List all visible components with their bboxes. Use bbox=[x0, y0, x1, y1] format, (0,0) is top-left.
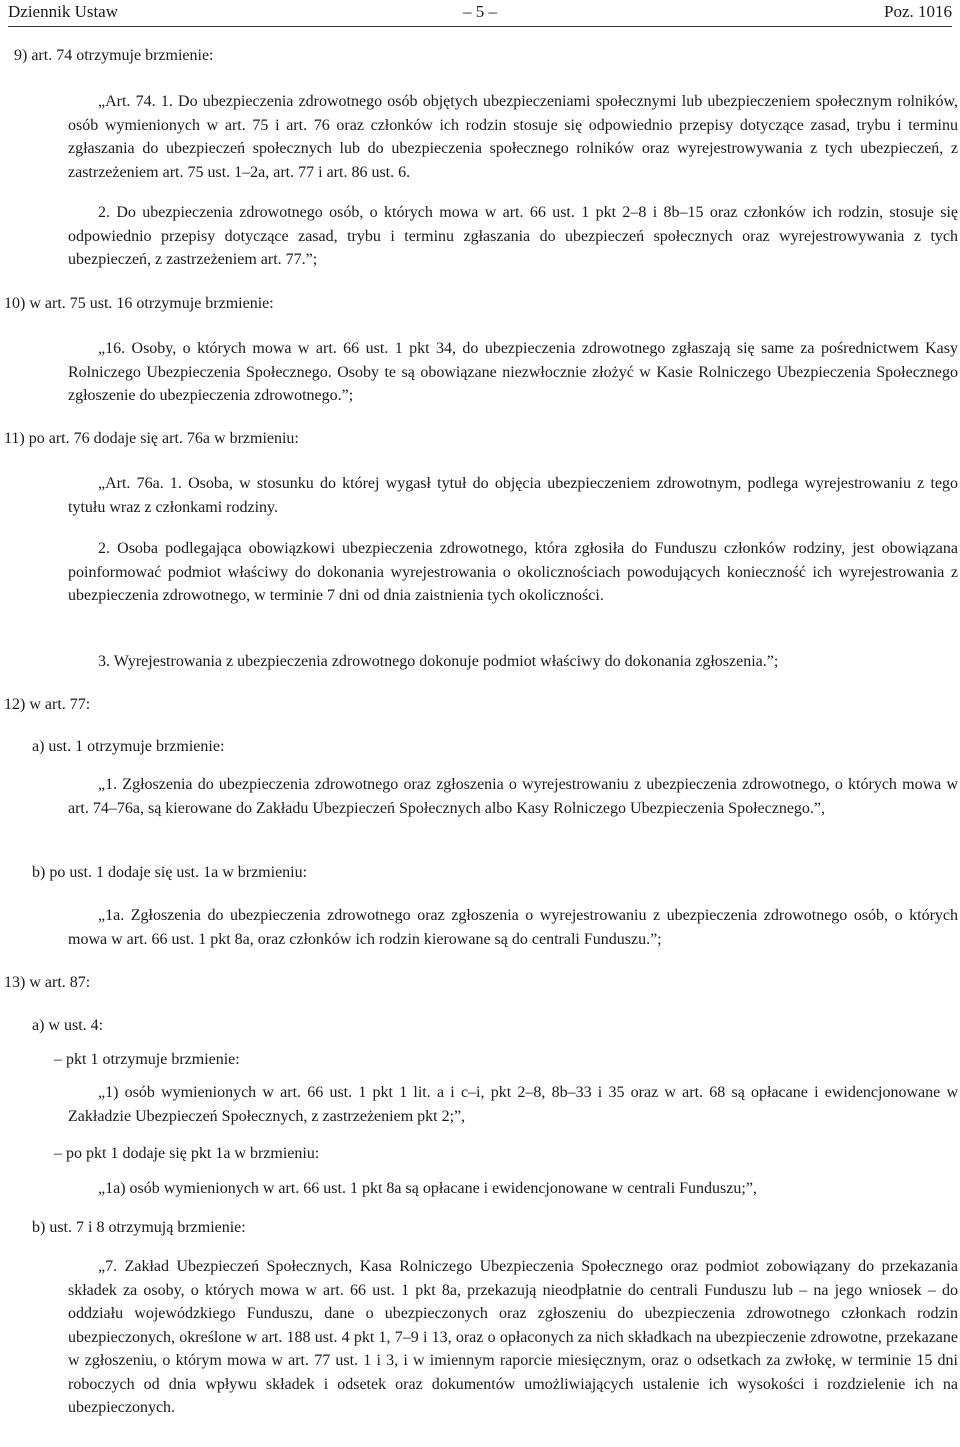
item-10-heading: 10) w art. 75 ust. 16 otrzymuje brzmienie: bbox=[4, 295, 274, 312]
page-header bbox=[8, 0, 952, 27]
item-13-a-heading: a) w ust. 4: bbox=[32, 1017, 104, 1034]
item-13-heading: 13) w art. 87: bbox=[4, 974, 91, 991]
item-9-paragraph-1: „Art. 74. 1. Do ubezpieczenia zdrowotnego osób objętych ubezpieczeniami społecznymi lub ubezpieczeniem społecznym rolników, osób wymienionych w art. 75 i art. 76 oraz członków ich rodzin stosuje się odpowiednio przepisy dotyczące zasad, trybu i terminu zgłaszania do ubezpieczeń społecznych lub do ubezpieczenia społecznego rolników oraz wyrejestrowywania z tych ubezpieczeń, z zastrzeżeniem art. 75 ust. 1–2a, art. 77 i art. 86 ust. 6. bbox=[68, 93, 958, 181]
journal-title: Dziennik Ustaw bbox=[8, 2, 119, 21]
item-11-paragraph-1: „Art. 76a. 1. Osoba, w stosunku do której wygasł tytuł do objęcia ubezpieczeniem zdrowotnym, podlega wyrejestrowaniu z tego tytułu wraz z członkami rodziny. bbox=[68, 475, 958, 516]
item-13-b-heading: b) ust. 7 i 8 otrzymują brzmienie: bbox=[32, 1219, 246, 1236]
item-11-paragraph-2: 2. Osoba podlegająca obowiązkowi ubezpieczenia zdrowotnego, która zgłosiła do Funduszu członków rodziny, jest obowiązana poinformować podmiot właściwy do dokonania wyrejestrowania o okolicznościach powodujących konieczność ich wyrejestrowania z ubezpieczenia zdrowotnego, w terminie 7 dni od dnia zaistnienia tych okoliczności. bbox=[68, 540, 958, 604]
item-13-a-tiret-2-paragraph: „1a) osób wymienionych w art. 66 ust. 1 pkt 8a są opłacane i ewidencjonowane w centrali Funduszu;”, bbox=[98, 1180, 757, 1197]
item-13-a-tiret-1-paragraph: „1) osób wymienionych w art. 66 ust. 1 pkt 1 lit. a i c–i, pkt 2–8, 8b–33 i 35 oraz w art. 68 są opłacane i ewidencjonowane w Zakładzie Ubezpieczeń Społecznych, z zastrzeżeniem pkt 2;”, bbox=[68, 1084, 958, 1125]
item-12-b-heading: b) po ust. 1 dodaje się ust. 1a w brzmieniu: bbox=[32, 864, 308, 881]
item-11-paragraph-3: 3. Wyrejestrowania z ubezpieczenia zdrowotnego dokonuje podmiot właściwy do dokonania zgłoszenia.”; bbox=[98, 653, 779, 670]
item-12-a-heading: a) ust. 1 otrzymuje brzmienie: bbox=[32, 738, 225, 755]
item-10-paragraph-1: „16. Osoby, o których mowa w art. 66 ust. 1 pkt 34, do ubezpieczenia zdrowotnego zgłaszają się same za pośrednictwem Kasy Rolniczego Ubezpieczenia Społecznego. Osoby te są obowiązane niezwłocznie złożyć w Kasie Rolniczego Ubezpieczenia Społecznego zgłoszenie do ubezpieczenia zdrowotnego.”; bbox=[68, 340, 958, 404]
item-9-paragraph-2: 2. Do ubezpieczenia zdrowotnego osób, o których mowa w art. 66 ust. 1 pkt 2–8 i 8b–15 oraz członków ich rodzin, stosuje się odpowiednio przepisy dotyczące zasad, trybu i terminu zgłaszania do ubezpieczeń społecznych oraz wyrejestrowywania z tych ubezpieczeń, z zastrzeżeniem art. 77.”; bbox=[68, 204, 958, 268]
item-12-heading: 12) w art. 77: bbox=[4, 696, 91, 713]
item-12-b-paragraph: „1a. Zgłoszenia do ubezpieczenia zdrowotnego oraz zgłoszenia o wyrejestrowaniu z ubezpieczenia zdrowotnego osób, o których mowa w art. 66 ust. 1 pkt 8a, oraz członków ich rodzin kierowane są do centrali Funduszu.”; bbox=[68, 907, 958, 948]
page-number: – 5 – bbox=[463, 2, 497, 21]
item-12-a-paragraph: „1. Zgłoszenia do ubezpieczenia zdrowotnego oraz zgłoszenia o wyrejestrowaniu z ubezpieczenia zdrowotnego, o których mowa w art. 74–76a, są kierowane do Zakładu Ubezpieczeń Społecznych albo Kasy Rolniczego Ubezpieczenia Społecznego.”, bbox=[68, 776, 958, 817]
item-11-heading: 11) po art. 76 dodaje się art. 76a w brzmieniu: bbox=[4, 430, 299, 447]
item-9-heading: 9) art. 74 otrzymuje brzmienie: bbox=[14, 47, 214, 64]
position-number: Poz. 1016 bbox=[884, 2, 952, 21]
item-13-b-paragraph: „7. Zakład Ubezpieczeń Społecznych, Kasa Rolniczego Ubezpieczenia Społecznego oraz podmiot zobowiązany do przekazania składek za osoby, o których mowa w art. 66 ust. 1 pkt 8a, przekazują nieodpłatnie do centrali Funduszu lub – na jego wniosek – do oddziału wojewódzkiego Funduszu, dane o ubezpieczonych oraz zgłoszeniu do ubezpieczenia zdrowotnego członkach rodzin ubezpieczonych, określone w art. 188 ust. 4 pkt 1, 7–9 i 13, oraz o opłaconych za nich składkach na ubezpieczenie zdrowotne, przekazane w zgłoszeniu, o którym mowa w art. 77 ust. 1 i 3, i w imiennym raporcie miesięcznym, oraz o odsetkach za zwłokę, w terminie 15 dni roboczych od dnia wpływu składek i odsetek oraz dokumentów umożliwiających ustalenie ich wysokości i rozdzielenie ich na ubezpieczonych. bbox=[68, 1258, 958, 1416]
item-13-a-tiret-2: – po pkt 1 dodaje się pkt 1a w brzmieniu: bbox=[54, 1145, 320, 1162]
item-13-a-tiret-1: – pkt 1 otrzymuje brzmienie: bbox=[54, 1051, 240, 1068]
